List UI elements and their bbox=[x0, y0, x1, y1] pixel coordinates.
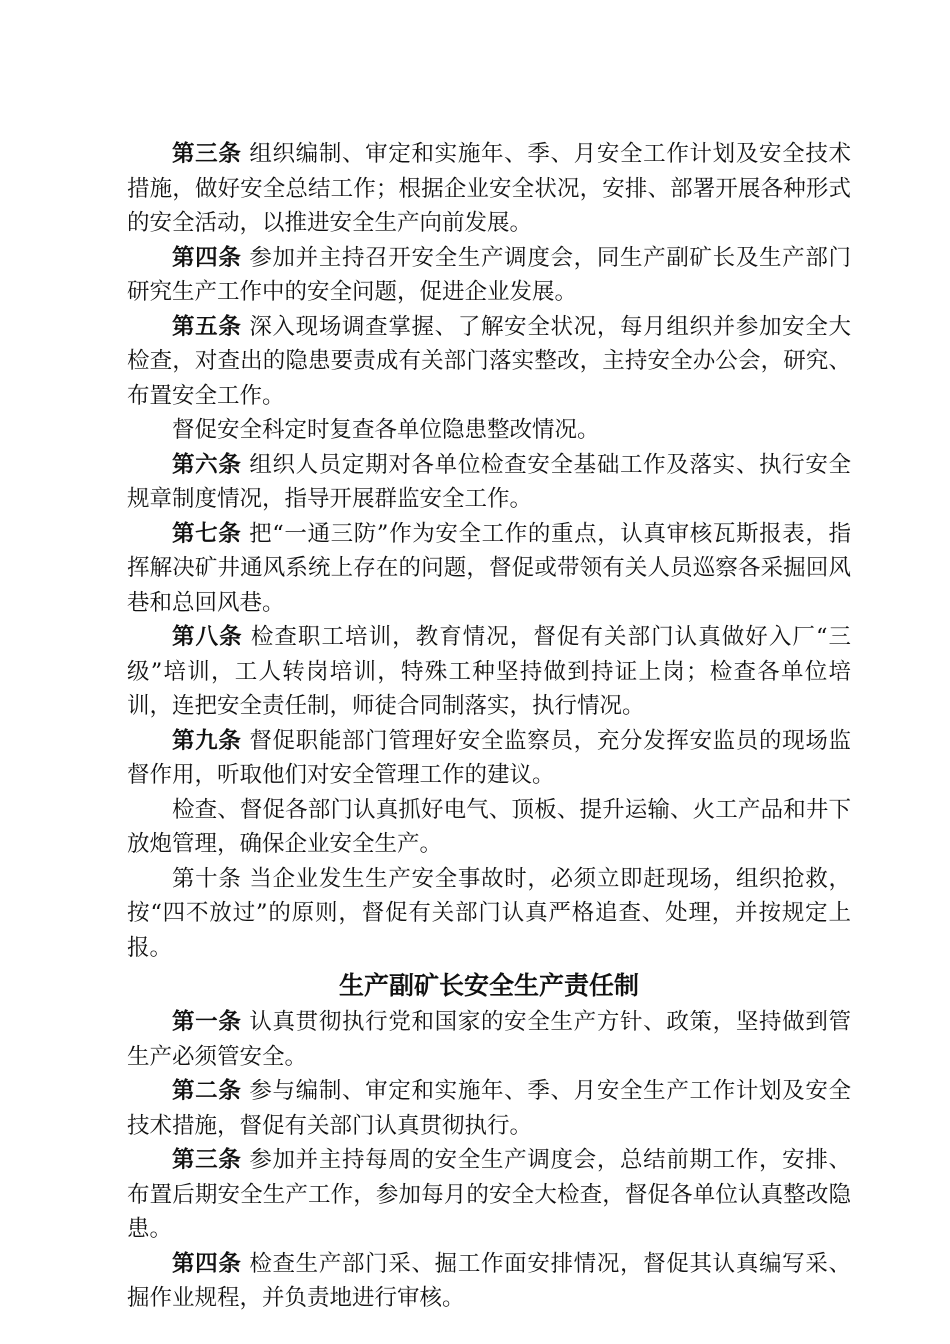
article-text: 检查职工培训，教育情况，督促有关部门认真做好入厂“三级”培训，工人转岗培训，特殊工种坚持做到持证上岗；检查各单位培训，连把安全责任制，师徒合同制落实，执行情况。 bbox=[127, 624, 851, 719]
vp-article-2 bbox=[127, 1074, 851, 1143]
article-lead: 第四条 bbox=[172, 1250, 242, 1277]
article-lead: 第四条 bbox=[172, 244, 242, 271]
article-6 bbox=[127, 448, 851, 517]
article-7 bbox=[127, 517, 851, 621]
article-4 bbox=[127, 241, 851, 310]
article-9-supplement bbox=[127, 793, 851, 862]
article-text: 认真贯彻执行党和国家的安全生产方针、政策，坚持做到管生产必须管安全。 bbox=[127, 1009, 851, 1070]
article-lead: 第五条 bbox=[172, 313, 242, 340]
document-page bbox=[127, 137, 851, 1316]
article-text: 组织编制、审定和实施年、季、月安全工作计划及安全技术措施，做好安全总结工作；根据企业安全状况，安排、部署开展各种形式的安全活动，以推进安全生产向前发展。 bbox=[127, 141, 851, 236]
article-5-supplement bbox=[127, 413, 851, 448]
article-lead: 第三条 bbox=[172, 141, 242, 167]
article-lead: 第九条 bbox=[172, 727, 242, 754]
article-lead: 第七条 bbox=[172, 520, 242, 547]
article-10 bbox=[127, 862, 851, 966]
article-8 bbox=[127, 620, 851, 724]
paragraph-text: 第十条 当企业发生生产安全事故时，必须立即赶现场，组织抢救，按“四不放过”的原则，督促有关部门认真严格追查、处理，并按规定上报。 bbox=[127, 865, 851, 961]
article-lead: 第六条 bbox=[172, 451, 242, 478]
paragraph-text: 督促安全科定时复查各单位隐患整改情况。 bbox=[172, 417, 600, 443]
vp-article-1 bbox=[127, 1005, 851, 1074]
section-heading: 生产副矿长安全生产责任制 bbox=[338, 971, 639, 1000]
article-text: 参加并主持每周的安全生产调度会，总结前期工作，安排、布置后期安全生产工作，参加每月的安全大检查，督促各单位认真整改隐患。 bbox=[127, 1147, 851, 1242]
article-text: 督促职能部门管理好安全监察员，充分发挥安监员的现场监督作用，听取他们对安全管理工作的建议。 bbox=[127, 727, 851, 788]
article-text: 参与编制、审定和实施年、季、月安全生产工作计划及安全技术措施，督促有关部门认真贯彻执行。 bbox=[127, 1078, 851, 1139]
article-3 bbox=[127, 137, 851, 241]
article-text: 深入现场调查掌握、了解安全状况，每月组织并参加安全大检查，对查出的隐患要责成有关部门落实整改，主持安全办公会，研究、布置安全工作。 bbox=[127, 313, 851, 409]
article-lead: 第八条 bbox=[172, 624, 243, 650]
article-text: 参加并主持召开安全生产调度会，同生产副矿长及生产部门研究生产工作中的安全问题，促进企业发展。 bbox=[127, 244, 851, 305]
article-lead: 第一条 bbox=[172, 1009, 242, 1035]
article-9 bbox=[127, 724, 851, 793]
article-lead: 第三条 bbox=[172, 1147, 242, 1173]
article-lead: 第二条 bbox=[172, 1078, 242, 1104]
article-5 bbox=[127, 310, 851, 414]
article-text: 检查生产部门采、掘工作面安排情况，督促其认真编写采、掘作业规程，并负责地进行审核。 bbox=[127, 1250, 851, 1311]
article-text: 把“一通三防”作为安全工作的重点，认真审核瓦斯报表，指挥解决矿井通风系统上存在的问题，督促或带领有关人员巡察各采掘回风巷和总回风巷。 bbox=[127, 520, 851, 616]
article-text: 组织人员定期对各单位检查安全基础工作及落实、执行安全规章制度情况，指导开展群监安全工作。 bbox=[127, 451, 851, 512]
paragraph-text: 检查、督促各部门认真抓好电气、顶板、提升运输、火工产品和井下放炮管理，确保企业安全生产。 bbox=[127, 796, 851, 857]
vp-article-4 bbox=[127, 1247, 851, 1316]
vp-article-3 bbox=[127, 1143, 851, 1247]
